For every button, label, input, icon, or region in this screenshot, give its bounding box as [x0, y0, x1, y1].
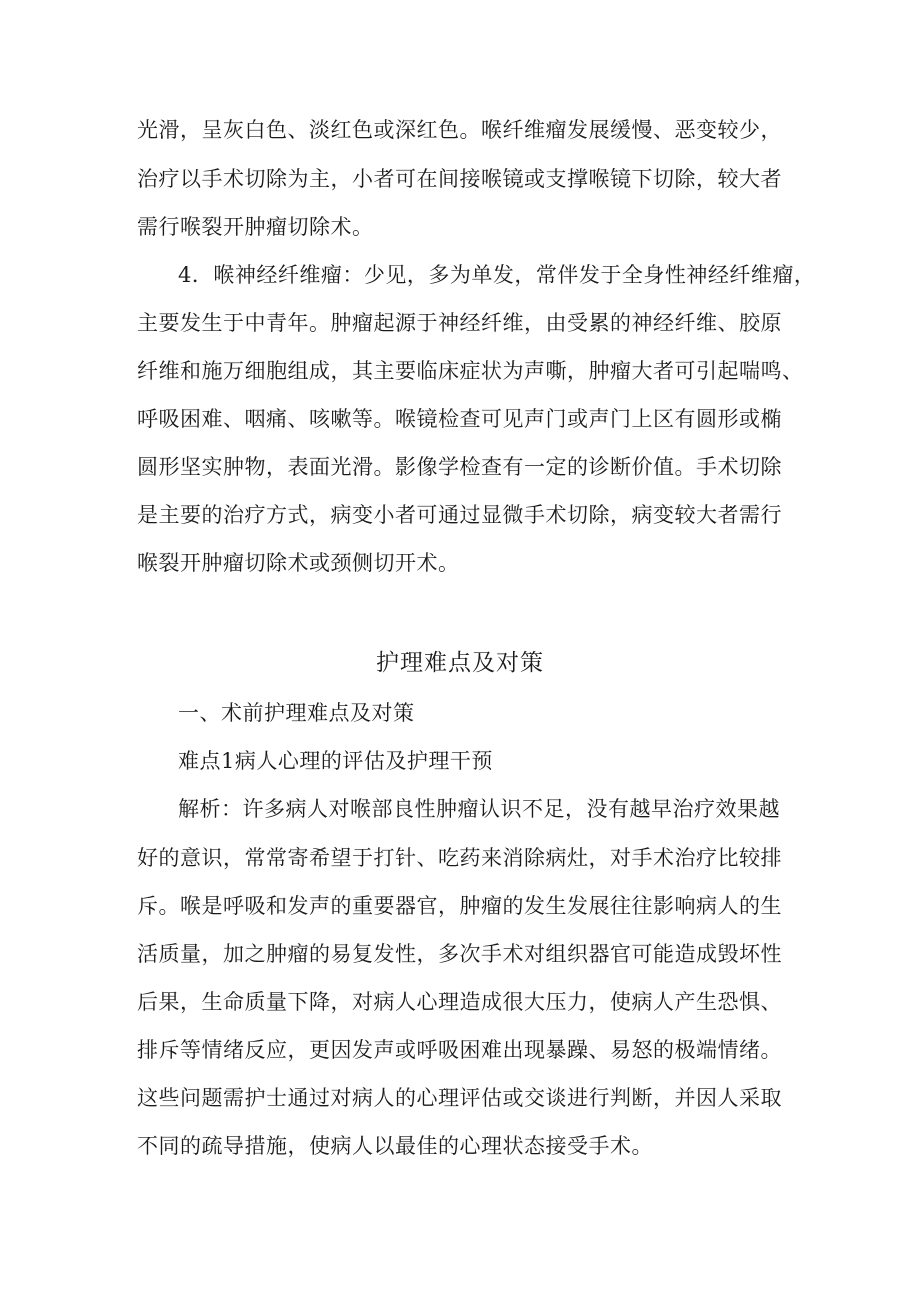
paragraph-line: 斥。喉是呼吸和发声的重要器官，肿瘤的发生发展往往影响病人的生 — [137, 894, 782, 918]
paragraph-line: 解析：许多病人对喉部良性肿瘤认识不足，没有越早治疗效果越 — [178, 797, 780, 821]
subsection-title: 一、术前护理难点及对策 — [178, 701, 415, 725]
paragraph-line: 呼吸困难、咽痛、咳嗽等。喉镜检查可见声门或声门上区有圆形或椭 — [137, 407, 782, 431]
paragraph-line: 喉裂开肿瘤切除术或颈侧切开术。 — [137, 551, 460, 575]
paragraph-line: 后果，生命质量下降，对病人心理造成很大压力，使病人产生恐惧、 — [137, 990, 782, 1014]
paragraph-line: 好的意识，常常寄希望于打针、吃药来消除病灶，对手术治疗比较排 — [137, 846, 782, 870]
paragraph-line: 光滑，呈灰白色、淡红色或深红色。喉纤维瘤发展缓慢、恶变较少， — [137, 118, 782, 142]
paragraph-line: 排斥等情绪反应，更因发声或呼吸困难出现暴躁、易怒的极端情绪。 — [137, 1038, 782, 1062]
paragraph-line: 主要发生于中青年。肿瘤起源于神经纤维，由受累的神经纤维、胶原 — [137, 311, 782, 335]
paragraph-line: 这些问题需护士通过对病人的心理评估或交谈进行判断，并因人采取 — [137, 1086, 782, 1110]
paragraph-line: 活质量，加之肿瘤的易复发性，多次手术对组织器官可能造成毁坏性 — [137, 942, 782, 966]
paragraph-line: 需行喉裂开肿瘤切除术。 — [137, 215, 374, 239]
paragraph-line: 不同的疏导措施，使病人以最佳的心理状态接受手术。 — [137, 1134, 653, 1158]
paragraph-line: 纤维和施万细胞组成，其主要临床症状为声嘶，肿瘤大者可引起喘鸣、 — [137, 359, 804, 383]
paragraph-line: 4．喉神经纤维瘤：少见，多为单发，常伴发于全身性神经纤维瘤， — [178, 263, 816, 287]
paragraph-line: 圆形坚实肿物，表面光滑。影像学检查有一定的诊断价值。手术切除 — [137, 455, 782, 479]
paragraph-line: 治疗以手术切除为主，小者可在间接喉镜或支撑喉镜下切除，较大者 — [137, 167, 782, 191]
difficulty-title: 难点1病人心理的评估及护理干预 — [178, 749, 493, 773]
paragraph-line: 是主要的治疗方式，病变小者可通过显微手术切除，病变较大者需行 — [137, 503, 782, 527]
section-title: 护理难点及对策 — [376, 650, 544, 676]
